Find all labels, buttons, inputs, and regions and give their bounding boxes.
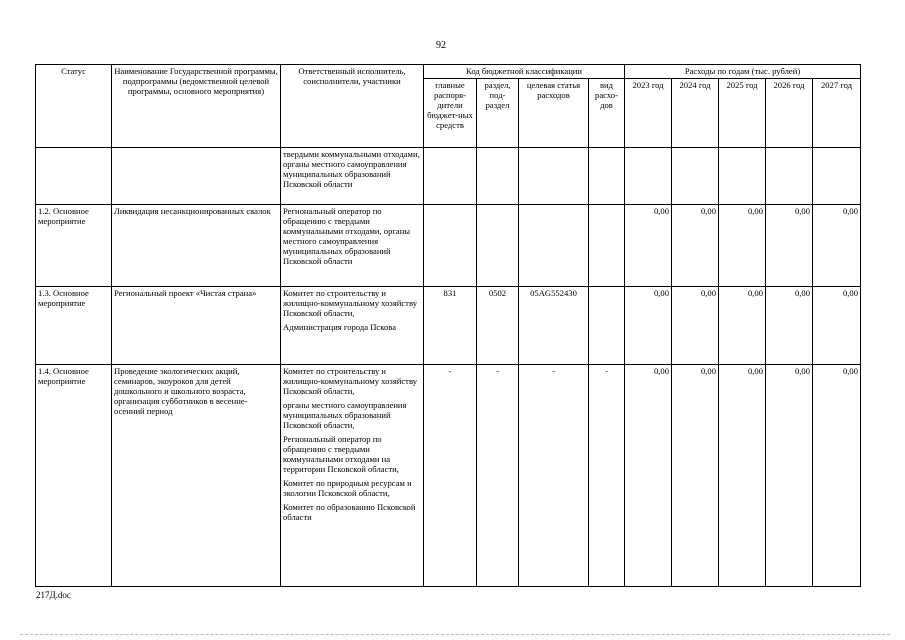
executor-entry: Администрация города Пскова [283, 322, 397, 332]
row-status [36, 148, 112, 205]
row-y2025: 0,00 [719, 205, 766, 287]
row-y2023: 0,00 [625, 287, 672, 365]
row-executors [281, 148, 424, 205]
row-y2023: 0,00 [625, 205, 672, 287]
header-program-name: Наименование Государственной программы, подпрограммы (ведомственной целевой программы, основного мероприятия) [112, 65, 281, 148]
row-y2025 [719, 148, 766, 205]
header-type: вид расхо-дов [589, 79, 625, 148]
row-y2027: 0,00 [813, 365, 861, 587]
executor-entry: Комитет по природным ресурсам и экологии Псковской области, [283, 478, 412, 498]
table-row [36, 365, 861, 587]
row-section: - [477, 365, 519, 587]
row-type: - [589, 365, 625, 587]
row-status: 1.2. Основное мероприятие [36, 205, 112, 287]
header-grbs: главные распоря-дители бюджет-ных средств [424, 79, 477, 148]
row-y2023: 0,00 [625, 365, 672, 587]
row-target [519, 148, 589, 205]
row-y2023 [625, 148, 672, 205]
row-type [589, 148, 625, 205]
executor-entry: Комитет по строительству и жилищно-коммунальному хозяйству Псковской области, [283, 366, 417, 396]
row-section [477, 205, 519, 287]
row-y2025: 0,00 [719, 365, 766, 587]
row-target: 05AG552430 [519, 287, 589, 365]
row-y2024 [672, 148, 719, 205]
row-executors [281, 287, 424, 365]
row-y2025: 0,00 [719, 287, 766, 365]
header-year-2025: 2025 год [719, 79, 766, 148]
executor-entry: Региональный оператор по обращению с твердыми коммунальными отходами на территории Псковской области, [283, 434, 399, 474]
row-y2024: 0,00 [672, 365, 719, 587]
budget-table [35, 64, 861, 587]
footer-filename: 217Д.doc [36, 590, 71, 600]
header-expenses: Расходы по годам (тыс. рублей) [625, 65, 861, 79]
row-name: Проведение экологических акций, семинаров, экоуроков для детей дошкольного и школьного возраста, организация субботников в весенне-осенний период [112, 365, 281, 587]
scan-noise-line [20, 634, 890, 635]
row-y2026: 0,00 [766, 365, 813, 587]
row-grbs [424, 205, 477, 287]
executor-entry: твердыми коммунальными отходами, органы местного самоуправления муниципальных образований Псковской области [283, 149, 420, 189]
executor-entry: Комитет по образованию Псковской области [283, 502, 416, 522]
row-target: - [519, 365, 589, 587]
row-y2027: 0,00 [813, 205, 861, 287]
executor-entry: Региональный оператор по обращению с твердыми коммунальными отходами, органы местного самоуправления муниципальных образований Псковской области [283, 206, 411, 266]
executor-entry: Комитет по строительству и жилищно-коммунальному хозяйству Псковской области, [283, 288, 417, 318]
row-executors [281, 365, 424, 587]
row-y2027: 0,00 [813, 287, 861, 365]
header-year-2027: 2027 год [813, 79, 861, 148]
executor-entry: органы местного самоуправления муниципальных образований Псковской области, [283, 400, 407, 430]
row-section [477, 148, 519, 205]
row-y2024: 0,00 [672, 205, 719, 287]
page-number: 92 [436, 40, 446, 51]
row-y2026: 0,00 [766, 287, 813, 365]
header-year-2026: 2026 год [766, 79, 813, 148]
row-name: Региональный проект «Чистая страна» [112, 287, 281, 365]
row-executors [281, 205, 424, 287]
header-budget-code: Код бюджетной классификации [424, 65, 625, 79]
header-executor: Ответственный исполнитель, соисполнители, участники [281, 65, 424, 148]
row-name [112, 148, 281, 205]
row-type [589, 287, 625, 365]
row-grbs [424, 148, 477, 205]
row-status: 1.4. Основное мероприятие [36, 365, 112, 587]
row-y2024: 0,00 [672, 287, 719, 365]
row-y2026 [766, 148, 813, 205]
row-grbs: - [424, 365, 477, 587]
table-row [36, 287, 861, 365]
table-row [36, 205, 861, 287]
row-type [589, 205, 625, 287]
row-y2026: 0,00 [766, 205, 813, 287]
row-grbs: 831 [424, 287, 477, 365]
row-name: Ликвидация несанкционированных свалок [112, 205, 281, 287]
row-section: 0502 [477, 287, 519, 365]
row-target [519, 205, 589, 287]
header-section: раздел, под-раздел [477, 79, 519, 148]
table-row [36, 148, 861, 205]
header-status: Статус [36, 65, 112, 148]
row-y2027 [813, 148, 861, 205]
header-target: целевая статья расходов [519, 79, 589, 148]
header-year-2024: 2024 год [672, 79, 719, 148]
header-year-2023: 2023 год [625, 79, 672, 148]
row-status: 1.3. Основное мероприятие [36, 287, 112, 365]
